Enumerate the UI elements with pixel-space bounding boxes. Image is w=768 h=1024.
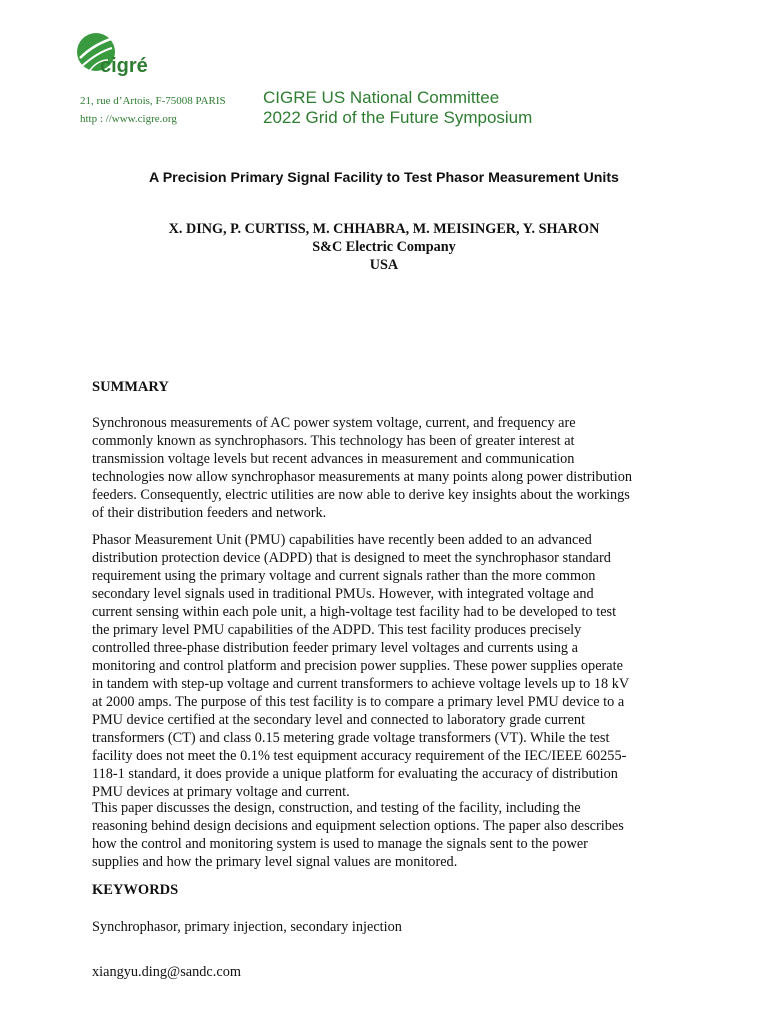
text-line: Phasor Measurement Unit (PMU) capabilities have recently been added to an advanced xyxy=(92,532,592,548)
text-line: monitoring and control platform and precision power supplies. These power supplies operate xyxy=(92,658,623,674)
text-line: PMU device certified at the secondary level and connected to laboratory grade current xyxy=(92,712,586,728)
paper-affiliation: S&C Electric Company xyxy=(312,239,456,255)
paper-title: A Precision Primary Signal Facility to Test Phasor Measurement Units xyxy=(149,170,619,186)
text-line: commonly known as synchrophasors. This technology has been of greater interest at xyxy=(92,433,575,449)
text-line: current sensing within each pole unit, a high-voltage test facility had to be developed to test xyxy=(92,604,617,620)
logo-wordmark: cigré xyxy=(100,55,148,77)
keywords-heading: KEYWORDS xyxy=(92,882,179,898)
text-line: at 2000 amps. The purpose of this test facility is to compare a primary level PMU device to a xyxy=(92,694,625,710)
summary-paragraph-1 xyxy=(92,414,692,522)
text-line: facility does not meet the 0.1% test equipment accuracy requirement of the IEC/IEEE 60255- xyxy=(92,748,627,764)
text-line: feeders. Consequently, electric utilities are now able to derive key insights about the workings xyxy=(92,487,630,503)
keywords-text: Synchrophasor, primary injection, secondary injection xyxy=(92,919,402,935)
header-committee: CIGRE US National Committee xyxy=(263,88,500,107)
text-line: reasoning behind design decisions and equipment selection options. The paper also describes xyxy=(92,818,624,834)
paper-authors: X. DING, P. CURTISS, M. CHHABRA, M. MEISINGER, Y. SHARON xyxy=(168,221,600,237)
text-line: transmission voltage levels but recent advances in measurement and communication xyxy=(92,451,575,467)
text-line: 118-1 standard, it does provide a unique platform for evaluating the accuracy of distribution xyxy=(92,766,618,782)
text-line: supplies and how the primary level signal values are monitored. xyxy=(92,854,458,870)
text-line: Synchronous measurements of AC power system voltage, current, and frequency are xyxy=(92,415,576,431)
text-line: distribution protection device (ADPD) that is designed to meet the synchrophasor standard xyxy=(92,550,611,566)
text-line: requirement using the primary voltage and current signals rather than the more common xyxy=(92,568,596,584)
summary-paragraph-3 xyxy=(92,799,692,871)
text-line: transformers (CT) and class 0.15 metering grade voltage transformers (VT). While the test xyxy=(92,730,610,746)
author-email[interactable]: xiangyu.ding@sandc.com xyxy=(92,964,241,980)
header-address: 21, rue d’Artois, F-75008 PARIS xyxy=(80,95,226,107)
summary-heading: SUMMARY xyxy=(92,379,169,395)
header-symposium: 2022 Grid of the Future Symposium xyxy=(263,108,533,127)
text-line: of their distribution feeders and network. xyxy=(92,505,327,521)
text-line: PMU devices at primary voltage and current. xyxy=(92,784,350,800)
text-line: the primary level PMU capabilities of the ADPD. This test facility produces precisely xyxy=(92,622,582,638)
text-line: in tandem with step-up voltage and current transformers to achieve voltage levels up to 18 kV xyxy=(92,676,630,692)
text-line: technologies now allow synchrophasor measurements at many points along power distribution xyxy=(92,469,633,485)
text-line: secondary level signals used in traditional PMUs. However, with integrated voltage and xyxy=(92,586,594,602)
text-line: controlled three-phase distribution feeder primary level voltages and currents using a xyxy=(92,640,578,656)
header-website[interactable]: http : //www.cigre.org xyxy=(80,113,177,125)
text-line: This paper discusses the design, construction, and testing of the facility, including the xyxy=(92,800,581,816)
summary-paragraph-2 xyxy=(92,531,692,801)
paper-country: USA xyxy=(369,257,399,273)
cigre-logo xyxy=(72,30,162,86)
text-line: how the control and monitoring system is used to manage the signals sent to the power xyxy=(92,836,588,852)
